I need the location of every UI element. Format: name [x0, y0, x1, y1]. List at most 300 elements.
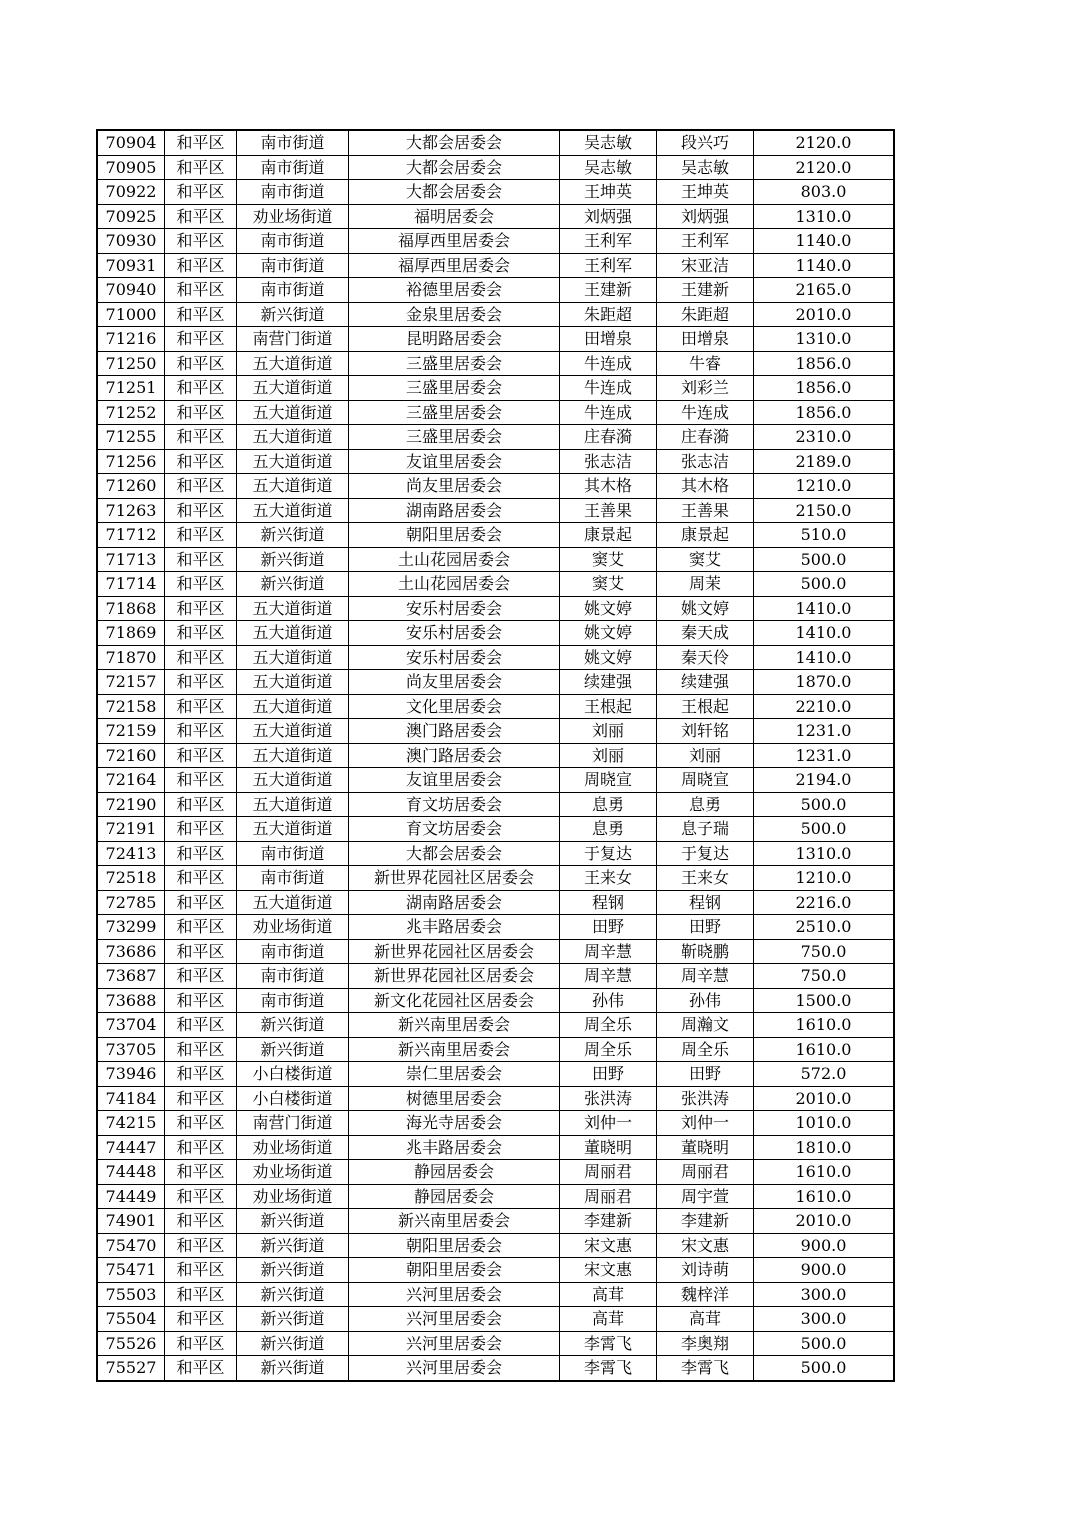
amount-cell: 1870.0: [754, 670, 894, 695]
record-id-cell: 71714: [98, 572, 165, 597]
street-cell: 劝业场街道: [237, 1160, 349, 1185]
table-row: [98, 915, 894, 940]
table-row: [98, 1111, 894, 1136]
district-cell: 和平区: [165, 719, 237, 744]
committee-cell: 湖南路居委会: [349, 498, 560, 523]
record-id-cell: 71250: [98, 351, 165, 376]
member-cell: 田野: [657, 1062, 754, 1087]
record-id-cell: 72158: [98, 694, 165, 719]
applicant-cell: 周丽君: [560, 1160, 657, 1185]
table-row: [98, 180, 894, 205]
record-id-cell: 70904: [98, 131, 165, 156]
street-cell: 南市街道: [237, 841, 349, 866]
amount-cell: 1210.0: [754, 474, 894, 499]
table-row: [98, 768, 894, 793]
district-cell: 和平区: [165, 1282, 237, 1307]
member-cell: 周宇萱: [657, 1184, 754, 1209]
district-cell: 和平区: [165, 694, 237, 719]
table-body: [98, 131, 894, 1381]
amount-cell: 1310.0: [754, 204, 894, 229]
committee-cell: 大都会居委会: [349, 155, 560, 180]
table-row: [98, 817, 894, 842]
table-row: [98, 621, 894, 646]
committee-cell: 静园居委会: [349, 1160, 560, 1185]
record-id-cell: 71712: [98, 523, 165, 548]
district-cell: 和平区: [165, 131, 237, 156]
member-cell: 魏梓洋: [657, 1282, 754, 1307]
street-cell: 五大道街道: [237, 792, 349, 817]
applicant-cell: 张洪涛: [560, 1086, 657, 1111]
amount-cell: 1310.0: [754, 327, 894, 352]
district-cell: 和平区: [165, 204, 237, 229]
street-cell: 南营门街道: [237, 1111, 349, 1136]
committee-cell: 兆丰路居委会: [349, 915, 560, 940]
table-row: [98, 1331, 894, 1356]
street-cell: 南市街道: [237, 964, 349, 989]
amount-cell: 1140.0: [754, 229, 894, 254]
street-cell: 劝业场街道: [237, 204, 349, 229]
amount-cell: 572.0: [754, 1062, 894, 1087]
district-cell: 和平区: [165, 621, 237, 646]
record-id-cell: 72157: [98, 670, 165, 695]
amount-cell: 1410.0: [754, 621, 894, 646]
applicant-cell: 康景起: [560, 523, 657, 548]
district-cell: 和平区: [165, 1356, 237, 1381]
record-id-cell: 71870: [98, 645, 165, 670]
member-cell: 庄春漪: [657, 425, 754, 450]
amount-cell: 500.0: [754, 1331, 894, 1356]
record-id-cell: 74901: [98, 1209, 165, 1234]
applicant-cell: 李建新: [560, 1209, 657, 1234]
district-cell: 和平区: [165, 1037, 237, 1062]
committee-cell: 新兴南里居委会: [349, 1209, 560, 1234]
committee-cell: 文化里居委会: [349, 694, 560, 719]
table-row: [98, 694, 894, 719]
district-cell: 和平区: [165, 1258, 237, 1283]
applicant-cell: 王根起: [560, 694, 657, 719]
street-cell: 五大道街道: [237, 596, 349, 621]
district-cell: 和平区: [165, 841, 237, 866]
amount-cell: 1231.0: [754, 743, 894, 768]
amount-cell: 2194.0: [754, 768, 894, 793]
record-id-cell: 74448: [98, 1160, 165, 1185]
member-cell: 周丽君: [657, 1160, 754, 1185]
street-cell: 新兴街道: [237, 302, 349, 327]
street-cell: 新兴街道: [237, 547, 349, 572]
table-row: [98, 327, 894, 352]
member-cell: 宋文惠: [657, 1233, 754, 1258]
record-id-cell: 74184: [98, 1086, 165, 1111]
district-cell: 和平区: [165, 939, 237, 964]
member-cell: 王善果: [657, 498, 754, 523]
applicant-cell: 董晓明: [560, 1135, 657, 1160]
applicant-cell: 田野: [560, 915, 657, 940]
applicant-cell: 王利军: [560, 229, 657, 254]
table-row: [98, 1233, 894, 1258]
table-row: [98, 523, 894, 548]
street-cell: 南市街道: [237, 988, 349, 1013]
district-cell: 和平区: [165, 278, 237, 303]
district-cell: 和平区: [165, 1086, 237, 1111]
applicant-cell: 田野: [560, 1062, 657, 1087]
applicant-cell: 王善果: [560, 498, 657, 523]
committee-cell: 新兴南里居委会: [349, 1013, 560, 1038]
applicant-cell: 王建新: [560, 278, 657, 303]
district-cell: 和平区: [165, 1160, 237, 1185]
table-row: [98, 890, 894, 915]
applicant-cell: 周全乐: [560, 1037, 657, 1062]
member-cell: 张志洁: [657, 449, 754, 474]
committee-cell: 福厚西里居委会: [349, 253, 560, 278]
table-row: [98, 1307, 894, 1332]
table-row: [98, 351, 894, 376]
district-cell: 和平区: [165, 988, 237, 1013]
district-cell: 和平区: [165, 1307, 237, 1332]
table-row: [98, 792, 894, 817]
table-row: [98, 204, 894, 229]
committee-cell: 土山花园居委会: [349, 572, 560, 597]
committee-cell: 安乐村居委会: [349, 596, 560, 621]
district-cell: 和平区: [165, 964, 237, 989]
amount-cell: 2216.0: [754, 890, 894, 915]
committee-cell: 新世界花园社区居委会: [349, 866, 560, 891]
record-id-cell: 73704: [98, 1013, 165, 1038]
applicant-cell: 周全乐: [560, 1013, 657, 1038]
table-row: [98, 131, 894, 156]
record-id-cell: 71256: [98, 449, 165, 474]
committee-cell: 兆丰路居委会: [349, 1135, 560, 1160]
amount-cell: 900.0: [754, 1258, 894, 1283]
member-cell: 刘丽: [657, 743, 754, 768]
record-id-cell: 73686: [98, 939, 165, 964]
street-cell: 南市街道: [237, 229, 349, 254]
applicant-cell: 李霄飞: [560, 1331, 657, 1356]
record-id-cell: 71251: [98, 376, 165, 401]
member-cell: 其木格: [657, 474, 754, 499]
member-cell: 王根起: [657, 694, 754, 719]
district-cell: 和平区: [165, 547, 237, 572]
member-cell: 董晓明: [657, 1135, 754, 1160]
applicant-cell: 宋文惠: [560, 1258, 657, 1283]
street-cell: 新兴街道: [237, 523, 349, 548]
table-row: [98, 449, 894, 474]
member-cell: 孙伟: [657, 988, 754, 1013]
member-cell: 周晓宣: [657, 768, 754, 793]
district-cell: 和平区: [165, 915, 237, 940]
record-id-cell: 71255: [98, 425, 165, 450]
amount-cell: 1010.0: [754, 1111, 894, 1136]
committee-cell: 澳门路居委会: [349, 719, 560, 744]
committee-cell: 朝阳里居委会: [349, 1258, 560, 1283]
street-cell: 南市街道: [237, 939, 349, 964]
street-cell: 新兴街道: [237, 1013, 349, 1038]
committee-cell: 金泉里居委会: [349, 302, 560, 327]
record-id-cell: 72191: [98, 817, 165, 842]
applicant-cell: 王来女: [560, 866, 657, 891]
member-cell: 李建新: [657, 1209, 754, 1234]
member-cell: 续建强: [657, 670, 754, 695]
record-id-cell: 71263: [98, 498, 165, 523]
street-cell: 五大道街道: [237, 400, 349, 425]
committee-cell: 湖南路居委会: [349, 890, 560, 915]
amount-cell: 2210.0: [754, 694, 894, 719]
committee-cell: 福厚西里居委会: [349, 229, 560, 254]
table-row: [98, 498, 894, 523]
member-cell: 李奥翔: [657, 1331, 754, 1356]
applicant-cell: 周辛慧: [560, 964, 657, 989]
committee-cell: 三盛里居委会: [349, 376, 560, 401]
district-cell: 和平区: [165, 890, 237, 915]
street-cell: 新兴街道: [237, 1331, 349, 1356]
street-cell: 新兴街道: [237, 1356, 349, 1381]
district-cell: 和平区: [165, 351, 237, 376]
district-cell: 和平区: [165, 425, 237, 450]
record-id-cell: 71869: [98, 621, 165, 646]
district-cell: 和平区: [165, 670, 237, 695]
amount-cell: 500.0: [754, 792, 894, 817]
member-cell: 姚文婷: [657, 596, 754, 621]
committee-cell: 兴河里居委会: [349, 1307, 560, 1332]
applicant-cell: 孙伟: [560, 988, 657, 1013]
street-cell: 南市街道: [237, 131, 349, 156]
amount-cell: 1610.0: [754, 1184, 894, 1209]
record-id-cell: 75503: [98, 1282, 165, 1307]
record-id-cell: 70931: [98, 253, 165, 278]
amount-cell: 500.0: [754, 572, 894, 597]
table-row: [98, 939, 894, 964]
district-cell: 和平区: [165, 155, 237, 180]
district-cell: 和平区: [165, 253, 237, 278]
street-cell: 五大道街道: [237, 694, 349, 719]
district-cell: 和平区: [165, 400, 237, 425]
committee-cell: 三盛里居委会: [349, 425, 560, 450]
member-cell: 息子瑞: [657, 817, 754, 842]
committee-cell: 朝阳里居委会: [349, 523, 560, 548]
street-cell: 南市街道: [237, 155, 349, 180]
applicant-cell: 周辛慧: [560, 939, 657, 964]
member-cell: 于复达: [657, 841, 754, 866]
table-row: [98, 1135, 894, 1160]
applicant-cell: 牛连成: [560, 351, 657, 376]
street-cell: 小白楼街道: [237, 1062, 349, 1087]
committee-cell: 安乐村居委会: [349, 621, 560, 646]
member-cell: 窦艾: [657, 547, 754, 572]
applicant-cell: 牛连成: [560, 376, 657, 401]
committee-cell: 大都会居委会: [349, 180, 560, 205]
record-id-cell: 72190: [98, 792, 165, 817]
applicant-cell: 王坤英: [560, 180, 657, 205]
amount-cell: 2010.0: [754, 302, 894, 327]
member-cell: 周辛慧: [657, 964, 754, 989]
record-id-cell: 71260: [98, 474, 165, 499]
district-cell: 和平区: [165, 302, 237, 327]
member-cell: 吴志敏: [657, 155, 754, 180]
district-cell: 和平区: [165, 376, 237, 401]
applicant-cell: 息勇: [560, 792, 657, 817]
member-cell: 康景起: [657, 523, 754, 548]
applicant-cell: 庄春漪: [560, 425, 657, 450]
amount-cell: 1856.0: [754, 376, 894, 401]
amount-cell: 300.0: [754, 1307, 894, 1332]
table-row: [98, 964, 894, 989]
member-cell: 周全乐: [657, 1037, 754, 1062]
district-cell: 和平区: [165, 1184, 237, 1209]
committee-cell: 昆明路居委会: [349, 327, 560, 352]
applicant-cell: 于复达: [560, 841, 657, 866]
applicant-cell: 其木格: [560, 474, 657, 499]
member-cell: 息勇: [657, 792, 754, 817]
amount-cell: 2189.0: [754, 449, 894, 474]
amount-cell: 1231.0: [754, 719, 894, 744]
district-cell: 和平区: [165, 792, 237, 817]
committee-cell: 静园居委会: [349, 1184, 560, 1209]
district-cell: 和平区: [165, 596, 237, 621]
record-id-cell: 70940: [98, 278, 165, 303]
record-id-cell: 74449: [98, 1184, 165, 1209]
member-cell: 周茉: [657, 572, 754, 597]
record-id-cell: 74447: [98, 1135, 165, 1160]
amount-cell: 510.0: [754, 523, 894, 548]
table-row: [98, 1013, 894, 1038]
member-cell: 刘炳强: [657, 204, 754, 229]
district-cell: 和平区: [165, 1135, 237, 1160]
member-cell: 王建新: [657, 278, 754, 303]
district-cell: 和平区: [165, 1209, 237, 1234]
committee-cell: 育文坊居委会: [349, 817, 560, 842]
committee-cell: 树德里居委会: [349, 1086, 560, 1111]
amount-cell: 2120.0: [754, 131, 894, 156]
table-row: [98, 841, 894, 866]
amount-cell: 750.0: [754, 939, 894, 964]
table-row: [98, 1258, 894, 1283]
amount-cell: 2165.0: [754, 278, 894, 303]
committee-cell: 崇仁里居委会: [349, 1062, 560, 1087]
table-row: [98, 645, 894, 670]
committee-cell: 三盛里居委会: [349, 351, 560, 376]
amount-cell: 2150.0: [754, 498, 894, 523]
amount-cell: 2310.0: [754, 425, 894, 450]
table-row: [98, 1282, 894, 1307]
amount-cell: 803.0: [754, 180, 894, 205]
table-row: [98, 866, 894, 891]
applicant-cell: 牛连成: [560, 400, 657, 425]
street-cell: 新兴街道: [237, 1037, 349, 1062]
committee-cell: 澳门路居委会: [349, 743, 560, 768]
street-cell: 新兴街道: [237, 1233, 349, 1258]
record-id-cell: 73299: [98, 915, 165, 940]
member-cell: 王利军: [657, 229, 754, 254]
street-cell: 五大道街道: [237, 351, 349, 376]
street-cell: 南营门街道: [237, 327, 349, 352]
district-cell: 和平区: [165, 1331, 237, 1356]
applicant-cell: 吴志敏: [560, 155, 657, 180]
member-cell: 段兴巧: [657, 131, 754, 156]
table-row: [98, 743, 894, 768]
committee-cell: 新世界花园社区居委会: [349, 964, 560, 989]
district-cell: 和平区: [165, 743, 237, 768]
district-cell: 和平区: [165, 768, 237, 793]
applicant-cell: 高茸: [560, 1307, 657, 1332]
street-cell: 南市街道: [237, 180, 349, 205]
record-id-cell: 75527: [98, 1356, 165, 1381]
street-cell: 南市街道: [237, 866, 349, 891]
amount-cell: 500.0: [754, 817, 894, 842]
amount-cell: 1856.0: [754, 400, 894, 425]
applicant-cell: 窦艾: [560, 547, 657, 572]
table-row: [98, 1037, 894, 1062]
street-cell: 新兴街道: [237, 1258, 349, 1283]
committee-cell: 三盛里居委会: [349, 400, 560, 425]
record-id-cell: 72160: [98, 743, 165, 768]
street-cell: 五大道街道: [237, 768, 349, 793]
district-cell: 和平区: [165, 498, 237, 523]
committee-cell: 友谊里居委会: [349, 768, 560, 793]
street-cell: 五大道街道: [237, 449, 349, 474]
table-row: [98, 1356, 894, 1381]
member-cell: 牛连成: [657, 400, 754, 425]
applicant-cell: 姚文婷: [560, 621, 657, 646]
committee-cell: 安乐村居委会: [349, 645, 560, 670]
amount-cell: 2010.0: [754, 1209, 894, 1234]
street-cell: 新兴街道: [237, 1307, 349, 1332]
applicant-cell: 吴志敏: [560, 131, 657, 156]
amount-cell: 1610.0: [754, 1037, 894, 1062]
table-row: [98, 1160, 894, 1185]
applicant-cell: 宋文惠: [560, 1233, 657, 1258]
member-cell: 高茸: [657, 1307, 754, 1332]
street-cell: 五大道街道: [237, 670, 349, 695]
record-id-cell: 75470: [98, 1233, 165, 1258]
table-row: [98, 1209, 894, 1234]
committee-cell: 裕德里居委会: [349, 278, 560, 303]
committee-cell: 新文化花园社区居委会: [349, 988, 560, 1013]
street-cell: 五大道街道: [237, 376, 349, 401]
street-cell: 五大道街道: [237, 719, 349, 744]
record-id-cell: 70930: [98, 229, 165, 254]
district-cell: 和平区: [165, 645, 237, 670]
committee-cell: 兴河里居委会: [349, 1282, 560, 1307]
applicant-cell: 姚文婷: [560, 645, 657, 670]
member-cell: 刘轩铭: [657, 719, 754, 744]
member-cell: 田增泉: [657, 327, 754, 352]
record-id-cell: 71713: [98, 547, 165, 572]
applicant-cell: 续建强: [560, 670, 657, 695]
record-id-cell: 72164: [98, 768, 165, 793]
amount-cell: 900.0: [754, 1233, 894, 1258]
member-cell: 王坤英: [657, 180, 754, 205]
street-cell: 五大道街道: [237, 890, 349, 915]
committee-cell: 大都会居委会: [349, 841, 560, 866]
record-id-cell: 72413: [98, 841, 165, 866]
member-cell: 李霄飞: [657, 1356, 754, 1381]
street-cell: 小白楼街道: [237, 1086, 349, 1111]
street-cell: 劝业场街道: [237, 1184, 349, 1209]
amount-cell: 2120.0: [754, 155, 894, 180]
committee-cell: 兴河里居委会: [349, 1331, 560, 1356]
applicant-cell: 刘丽: [560, 719, 657, 744]
applicant-cell: 张志洁: [560, 449, 657, 474]
table-row: [98, 1062, 894, 1087]
member-cell: 王来女: [657, 866, 754, 891]
applicant-cell: 周晓宣: [560, 768, 657, 793]
amount-cell: 1410.0: [754, 645, 894, 670]
record-id-cell: 75471: [98, 1258, 165, 1283]
member-cell: 田野: [657, 915, 754, 940]
applicant-cell: 息勇: [560, 817, 657, 842]
member-cell: 程钢: [657, 890, 754, 915]
applicant-cell: 姚文婷: [560, 596, 657, 621]
amount-cell: 1610.0: [754, 1160, 894, 1185]
